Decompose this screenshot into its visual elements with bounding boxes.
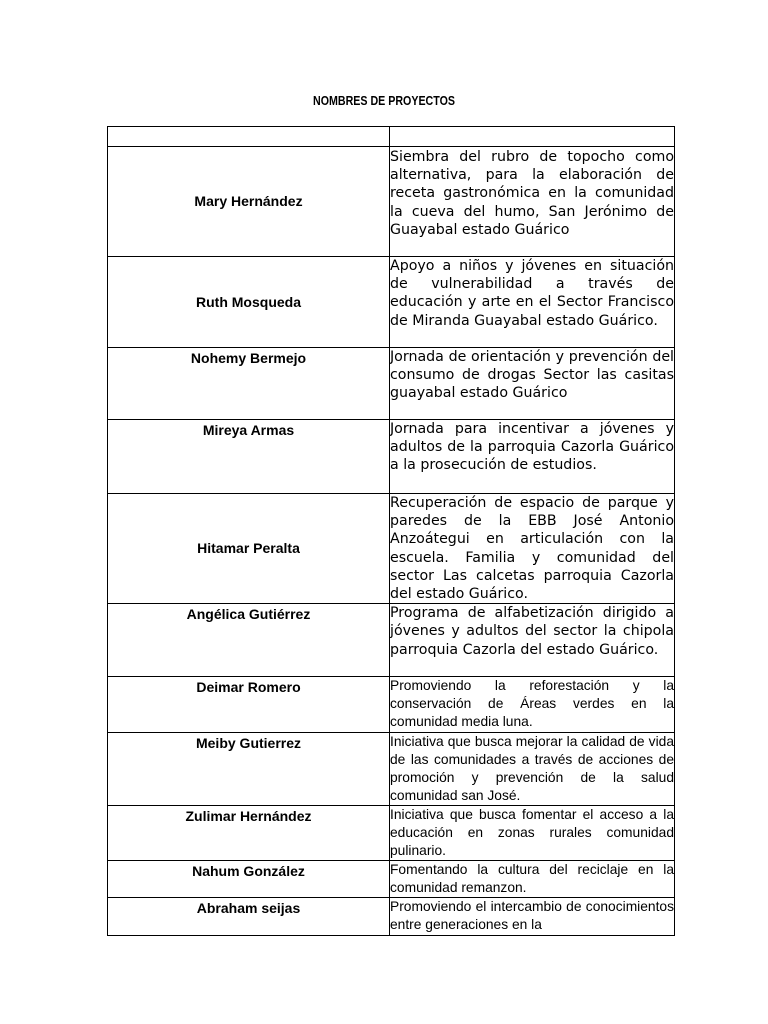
project-description-text: Siembra del rubro de topocho como alternativa, para la elaboración de receta gastronómica en la comunidad la cueva del humo, San Jerónimo de Guayabal estado Guárico [390,149,674,238]
project-description [390,805,675,860]
project-description [390,898,675,935]
participant-name: Abraham seijas [108,898,390,935]
table-header-row [108,127,675,147]
project-description [390,732,675,805]
project-description [390,494,675,604]
participant-name: Mireya Armas [108,420,390,494]
project-description [390,420,675,494]
participant-name: Meiby Gutierrez [108,732,390,805]
projects-table [107,126,675,936]
header-cell-names [108,127,390,147]
project-description-text: Jornada de orientación y prevención del consumo de drogas Sector las casitas guayabal estado Guárico [390,349,674,402]
table-row [108,420,675,494]
table-row [108,677,675,732]
project-description-text: Promoviendo la reforestación y la conservación de Áreas verdes en la comunidad media luna. [390,678,674,730]
project-description-text: Iniciativa que busca fomentar el acceso a la educación en zonas rurales comunidad pulinario. [390,806,674,859]
project-description-text: Jornada para incentivar a jóvenes y adultos de la parroquia Cazorla Guárico a la prosecución de estudios. [390,421,674,474]
table-row [108,861,675,898]
table-row [108,604,675,677]
project-description-text: Programa de alfabetización dirigido a jóvenes y adultos del sector la chipola parroquia Cazorla del estado Guárico. [390,605,674,658]
header-cell-projects [390,127,675,147]
project-description-text: Recuperación de espacio de parque y paredes de la EBB José Antonio Anzoátegui en articulación con la escuela. Familia y comunidad del sector Las calcetas parroquia Cazorla del estado Guárico. [390,495,674,603]
participant-name: Deimar Romero [108,677,390,732]
participant-name: Ruth Mosqueda [108,257,390,348]
table-row [108,348,675,420]
table-row [108,257,675,348]
project-description-text: Fomentando la cultura del reciclaje en la comunidad remanzon. [390,862,674,896]
project-description [390,861,675,898]
participant-name: Nahum González [108,861,390,898]
table-row [108,147,675,257]
document-title: NOMBRES DE PROYECTOS [313,93,455,108]
project-description [390,348,675,420]
participant-name: Nohemy Bermejo [108,348,390,420]
project-description [390,604,675,677]
participant-name: Mary Hernández [108,147,390,257]
table-row [108,898,675,935]
table-row [108,494,675,604]
participant-name: Zulimar Hernández [108,805,390,860]
project-description-text: Apoyo a niños y jóvenes en situación de vulnerabilidad a través de educación y arte en el Sector Francisco de Miranda Guayabal estado Guárico. [390,258,674,329]
table-row [108,805,675,860]
project-description-text: Promoviendo el intercambio de conocimientos entre generaciones en la [390,899,674,933]
project-description [390,677,675,732]
project-description [390,147,675,257]
table-row [108,732,675,805]
project-description [390,257,675,348]
participant-name: Angélica Gutiérrez [108,604,390,677]
project-description-text: Iniciativa que busca mejorar la calidad de vida de las comunidades a través de acciones de promoción y prevención de la salud comunidad san José. [390,733,674,803]
participant-name: Hitamar Peralta [108,494,390,604]
